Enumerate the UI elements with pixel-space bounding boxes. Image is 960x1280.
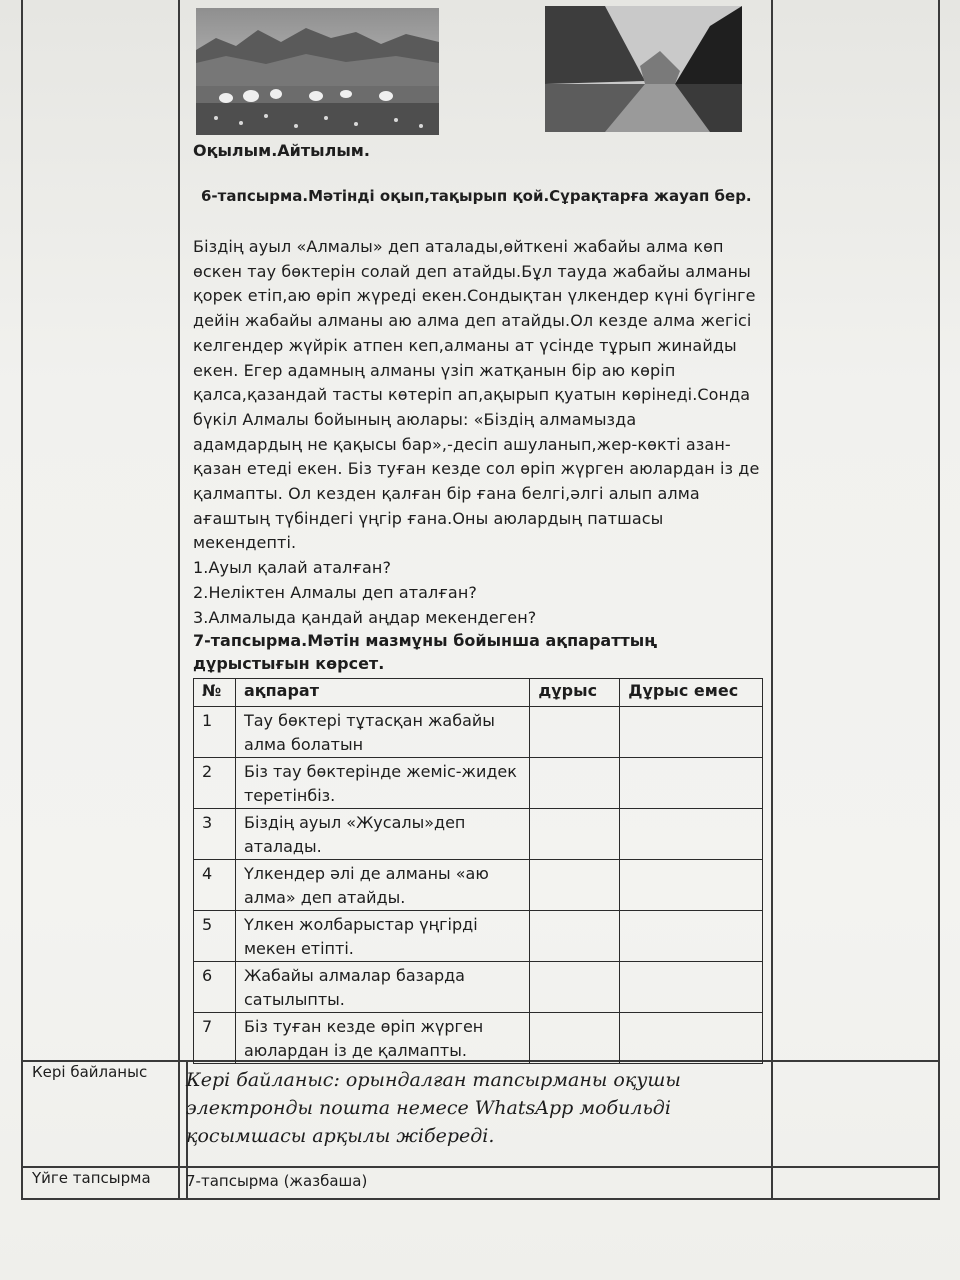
row-text: Біздің ауыл «Жусалы»деп аталады.: [235, 809, 529, 860]
section-title: Оқылым.Айтылым.: [193, 141, 370, 160]
row-num: 2: [194, 758, 236, 809]
false-cell[interactable]: [620, 911, 763, 962]
row-num: 1: [194, 707, 236, 758]
passage-line: келгендер жүйрік атпен кеп,алманы ат үсінде тұрып жинайды: [193, 335, 737, 355]
row-text: Жабайы алмалар базарда сатылыпты.: [235, 962, 529, 1013]
header-num: №: [194, 679, 236, 707]
table-row: [194, 962, 763, 1013]
passage-line: мекендепті.: [193, 533, 297, 553]
header-true: дұрыс: [530, 679, 620, 707]
header-false: Дұрыс емес: [620, 679, 763, 707]
homework-label: Үйге тапсырма: [32, 1169, 151, 1187]
false-cell[interactable]: [620, 758, 763, 809]
passage-line: қалмапты. Ол кезден қалған бір ғана белгі,әлгі алып алма: [193, 484, 700, 504]
row-text: Үлкен жолбарыстар үңгірді мекен етіпті.: [235, 911, 529, 962]
false-cell[interactable]: [620, 860, 763, 911]
reading-passage: [193, 235, 763, 630]
false-cell[interactable]: [620, 962, 763, 1013]
row-num: 4: [194, 860, 236, 911]
passage-line: бүкіл Алмалы бойының аюлары: «Біздің алмамызда: [193, 409, 637, 429]
passage-line: адамдардың не қақысы бар»,-десіп ашуланып,жер-көкті азан-: [193, 434, 731, 454]
feedback-label: Кері байланыс: [32, 1063, 148, 1081]
row-text: Біз тау бөктерінде жеміс-жидек теретінбіз.: [235, 758, 529, 809]
true-cell[interactable]: [530, 809, 620, 860]
task6-title: 6-тапсырма.Мәтінді оқып,тақырып қой.Сұрақтарға жауап бер.: [201, 187, 752, 205]
table-row: [194, 758, 763, 809]
true-cell[interactable]: [530, 962, 620, 1013]
question-3: 3.Алмалыда қандай аңдар мекендеген?: [193, 607, 537, 627]
passage-line: Біздің ауыл «Алмалы» деп аталады,өйткені жабайы алма көп: [193, 237, 724, 256]
false-cell[interactable]: [620, 707, 763, 758]
passage-line: қалса,қазандай тасты көтеріп ап,ақырып қуатын көрінеді.Сонда: [193, 385, 751, 405]
homework-text: 7-тапсырма (жазбаша): [186, 1172, 368, 1190]
table-row: [194, 911, 763, 962]
passage-line: қорек етіп,аю өріп жүреді екен.Сондықтан үлкендер күні бүгінге: [193, 286, 756, 306]
false-cell[interactable]: [620, 809, 763, 860]
row-num: 6: [194, 962, 236, 1013]
passage-line: дейін жабайы алманы аю алма деп атайды.Ол кезде алма жегісі: [193, 311, 752, 331]
table-row: [194, 1013, 763, 1064]
question-2: 2.Неліктен Алмалы деп аталған?: [193, 582, 477, 602]
table-row: [194, 707, 763, 758]
true-cell[interactable]: [530, 860, 620, 911]
row-text: Біз туған кезде өріп жүрген аюлардан із де қалмапты.: [235, 1013, 529, 1064]
table-header-row: [194, 679, 763, 707]
grid-line-right: [938, 0, 940, 1200]
passage-line: қазан етеді екен. Біз туған кезде сол өріп жүрген аюлардан із де: [193, 459, 760, 479]
row-num: 5: [194, 911, 236, 962]
truth-table: [193, 678, 763, 1064]
true-cell[interactable]: [530, 707, 620, 758]
grid-line-col2: [771, 0, 773, 1200]
true-cell[interactable]: [530, 758, 620, 809]
true-cell[interactable]: [530, 1013, 620, 1064]
grid-line-row-homework: [21, 1166, 939, 1168]
mountain-lake-photo: [545, 6, 742, 132]
passage-line: екен. Егер адамның алманы үзіп жатқанын бір аю көріп: [193, 360, 676, 380]
passage-line: ағаштың түбіндегі үңгір ғана.Оны аюлардың патшасы: [193, 508, 664, 528]
grid-line-bottom: [21, 1198, 939, 1200]
task7-title: 7-тапсырма.Мәтін мазмұны бойынша ақпараттың дұрыстығын көрсет.: [193, 631, 658, 673]
table-row: [194, 860, 763, 911]
row-text: Тау бөктері тұтасқан жабайы алма болатын: [235, 707, 529, 758]
header-info: ақпарат: [235, 679, 529, 707]
grid-line-col1: [178, 0, 180, 1200]
passage-line: өскен тау бөктерін солай деп атайды.Бұл тауда жабайы алманы: [193, 261, 751, 281]
row-num: 3: [194, 809, 236, 860]
row-text: Үлкендер әлі де алманы «аю алма» деп атайды.: [235, 860, 529, 911]
row-num: 7: [194, 1013, 236, 1064]
steppe-yurts-photo: [196, 8, 439, 135]
false-cell[interactable]: [620, 1013, 763, 1064]
table-row: [194, 809, 763, 860]
grid-line-left: [21, 0, 23, 1200]
true-cell[interactable]: [530, 911, 620, 962]
feedback-text: Кері байланыс: орындалған тапсырманы оқушы электронды пошта немесе WhatsApp мобильді қосымшасы арқылы жібереді.: [186, 1069, 681, 1147]
question-1: 1.Ауыл қалай аталған?: [193, 558, 392, 578]
